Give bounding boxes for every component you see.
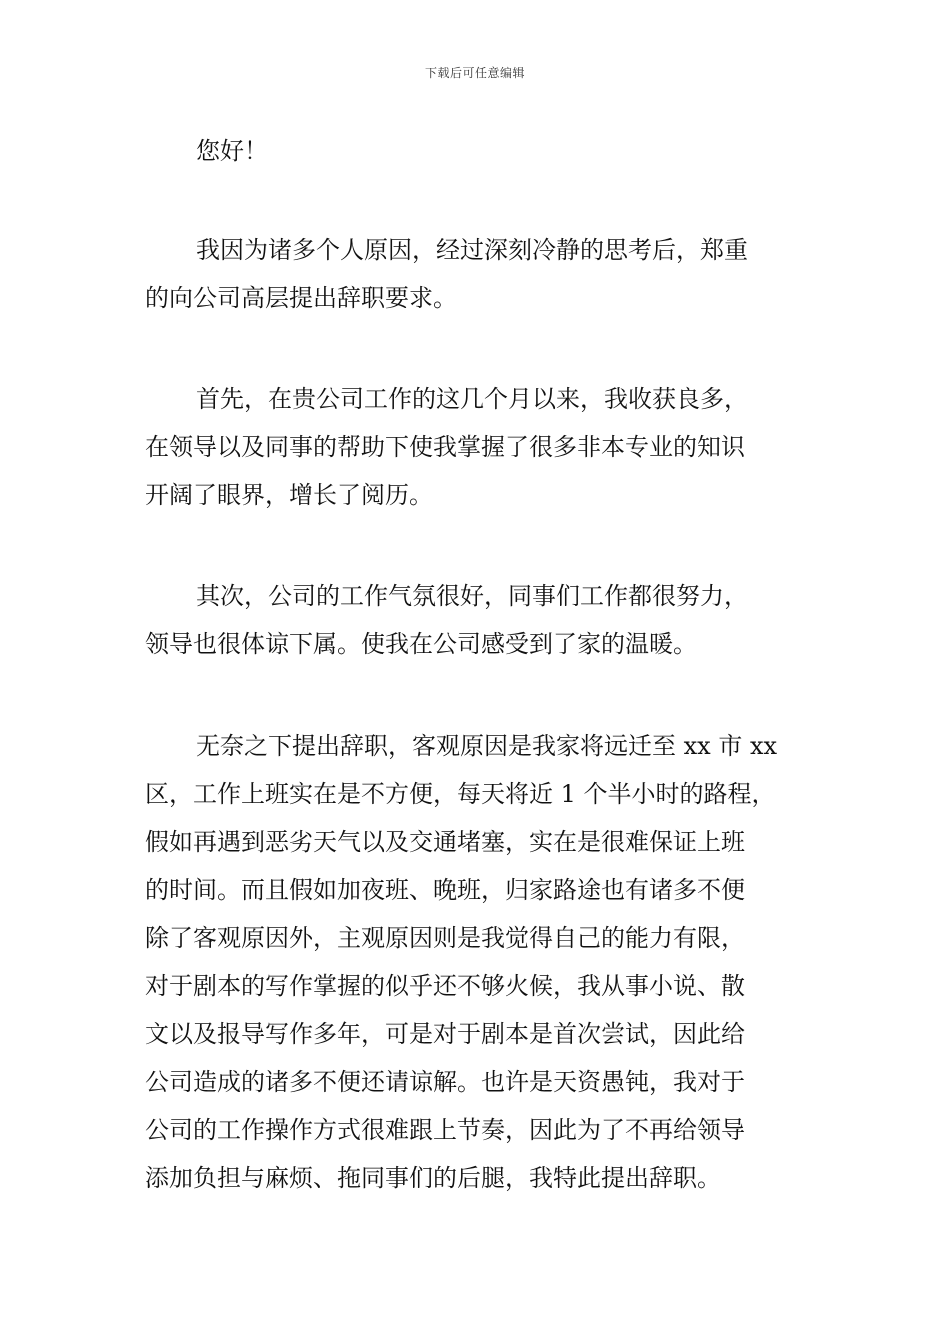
paragraph-line: 添加负担与麻烦、拖同事们的后腿，我特此提出辞职。 xyxy=(145,1164,721,1192)
paragraph-line: 公司的工作操作方式很难跟上节奏，因此为了不再给领导 xyxy=(145,1116,745,1144)
paragraph-4 xyxy=(145,722,810,1202)
paragraph-3 xyxy=(145,572,810,668)
paragraph-line: 公司造成的诸多不便还请谅解。也许是天资愚钝，我对于 xyxy=(145,1068,745,1096)
paragraph-line: 其次，公司的工作气氛很好，同事们工作都很努力， xyxy=(196,582,748,610)
paragraph-line: 区，工作上班实在是不方便，每天将近 1 个半小时的路程， xyxy=(145,780,776,808)
paragraph-1 xyxy=(145,226,810,322)
paragraph-line: 除了客观原因外，主观原因则是我觉得自己的能力有限， xyxy=(145,924,745,952)
paragraph-line: 的向公司高层提出辞职要求。 xyxy=(145,284,457,312)
paragraph-2 xyxy=(145,375,810,519)
greeting-line: 您好！ xyxy=(196,137,268,165)
paragraph-line: 对于剧本的写作掌握的似乎还不够火候，我从事小说、散 xyxy=(145,972,745,1000)
header-note: 下载后可任意编辑 xyxy=(424,66,525,80)
paragraph-line: 假如再遇到恶劣天气以及交通堵塞，实在是很难保证上班 xyxy=(145,828,745,856)
greeting-paragraph xyxy=(145,127,810,175)
paragraph-line: 我因为诸多个人原因，经过深刻冷静的思考后，郑重 xyxy=(196,236,748,264)
paragraph-line: 文以及报导写作多年，可是对于剧本是首次尝试，因此给 xyxy=(145,1020,745,1048)
paragraph-line: 无奈之下提出辞职，客观原因是我家将远迁至 xx 市 xx xyxy=(196,732,778,760)
paragraph-line: 首先，在贵公司工作的这几个月以来，我收获良多， xyxy=(196,385,748,413)
paragraph-line: 开阔了眼界，增长了阅历。 xyxy=(145,481,433,509)
paragraph-line: 领导也很体谅下属。使我在公司感受到了家的温暖。 xyxy=(145,630,697,658)
paragraph-line: 在领导以及同事的帮助下使我掌握了很多非本专业的知识 xyxy=(145,433,745,461)
paragraph-line: 的时间。而且假如加夜班、晚班，归家路途也有诸多不便 xyxy=(145,876,745,904)
